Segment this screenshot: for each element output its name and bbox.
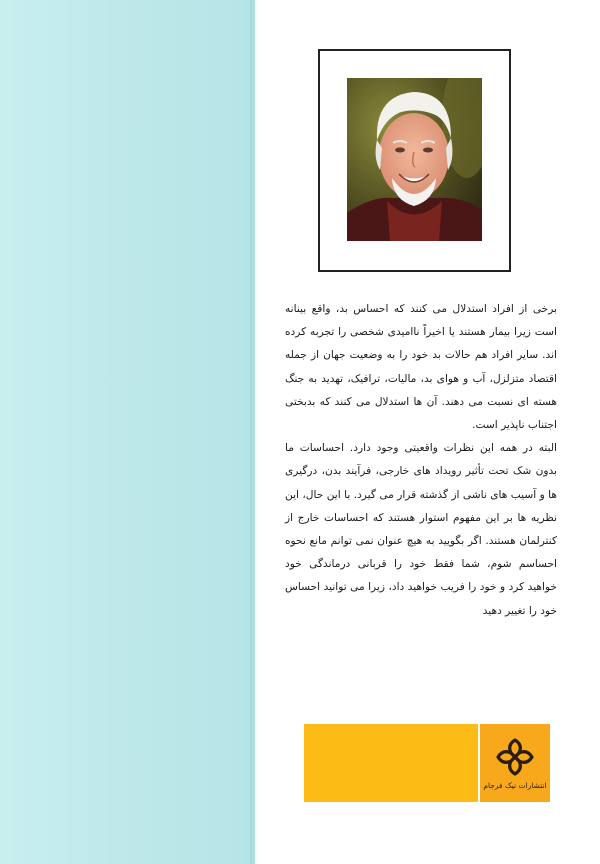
publisher-logo [478,724,550,802]
spine-shadow [250,0,258,864]
publisher-bar [304,724,550,802]
flower-logo-icon [495,737,535,777]
author-photo [347,78,482,241]
back-cover-description [285,298,557,623]
book-spine [0,0,255,864]
description-paragraph-2: البته در همه این نظرات واقعیتی وجود دارد. احساسات ما بدون شک تحت تأثیر رویداد های خارجی، فرآیند بدن، درگیری ها و آسیب های ناشی از گذشته قرار می گیرد. با این حال، این نظریه ها بر این مفهوم استوار هستند که احساسات خارج از کنترلمان هستند. اگر بگویید به هیچ عنوان نمی توانم مانع نحوه احساسم شوم، شما فقط خود را قربانی درماندگی خود خواهید کرد و خود را فریب خواهید داد، زیرا می توانید احساس خود را تغییر دهید [285,442,557,617]
author-photo-frame [318,49,511,272]
author-portrait-image [347,78,482,241]
publisher-name: انتشارات نیک فرجام [483,780,547,790]
description-paragraph-1: برخی از افراد استدلال می کنند که احساس بد، واقع بینانه است زیرا بیمار هستند یا اخیراً ناامیدی شخصی را تجربه کرده اند. سایر افراد هم حالات بد خود را به وضعیت جهان از جمله اقتصاد متزلزل، آب و هوای بد، مالیات، ترافیک، تهدید به جنگ هسته ای نسبت می دهند. آن ها استدلال می کنند که بدبختی اجتناب ناپذیر است. [285,303,557,432]
